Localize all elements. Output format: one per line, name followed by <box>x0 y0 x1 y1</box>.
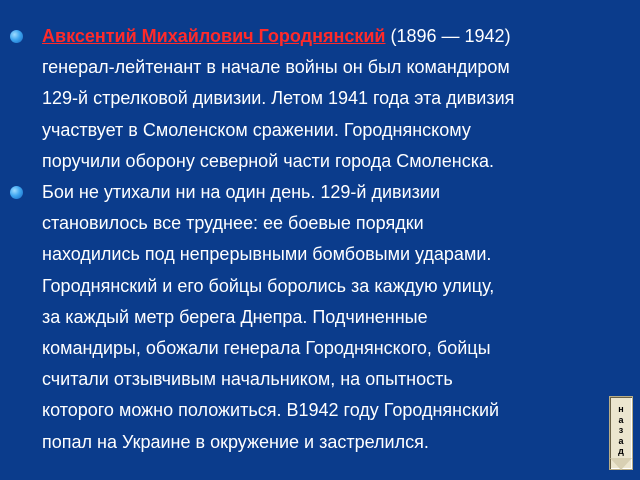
bullet-text: участвует в Смоленском сражении. Городнянскому <box>42 119 471 140</box>
bullet-icon <box>10 30 23 43</box>
back-button[interactable] <box>609 396 633 470</box>
bullet-text: которого можно положиться. В1942 году Городнянский <box>42 400 500 421</box>
back-button-char: а <box>618 435 624 446</box>
bullet-text: становилось все труднее: ее боевые порядки <box>42 213 424 234</box>
back-arrow-icon <box>610 458 632 470</box>
back-button-char: з <box>618 425 624 435</box>
bullet-text: Городнянский и его бойцы боролись за каждую улицу, <box>42 275 495 296</box>
bullet-text: командиры, обожали генерала Городнянского, бойцы <box>42 338 491 359</box>
bullet-item-battles <box>0 177 640 458</box>
general-name-link[interactable]: Авксентий Михайлович Городнянский <box>42 26 386 46</box>
bullet-text: считали отзывчивым начальником, на опытность <box>42 369 453 390</box>
bullet-text: генерал-лейтенант в начале войны он был командиром <box>42 57 510 78</box>
back-button-char: н <box>618 404 624 414</box>
bullet-text: находились под непрерывными бомбовыми ударами. <box>42 244 492 265</box>
bullet-item-biography <box>0 21 640 177</box>
bullet-text: за каждый метр берега Днепра. Подчиненные <box>42 306 428 327</box>
bullet-text: 129-й стрелковой дивизии. Летом 1941 года эта дивизия <box>42 88 515 109</box>
back-button-char: а <box>618 414 624 425</box>
bullet-list <box>0 21 640 458</box>
bullet-text: поручили оборону северной части города Смоленска. <box>42 150 494 171</box>
bullet-line <box>42 21 622 52</box>
back-button-char: д <box>618 446 624 456</box>
bullet-icon <box>10 186 23 199</box>
back-button-label <box>610 404 632 457</box>
bullet-text: (1896 — 1942) <box>385 26 511 46</box>
bullet-text: попал на Украине в окружение и застрелился. <box>42 431 429 452</box>
bullet-text: Бои не утихали ни на один день. 129-й дивизии <box>42 182 441 203</box>
